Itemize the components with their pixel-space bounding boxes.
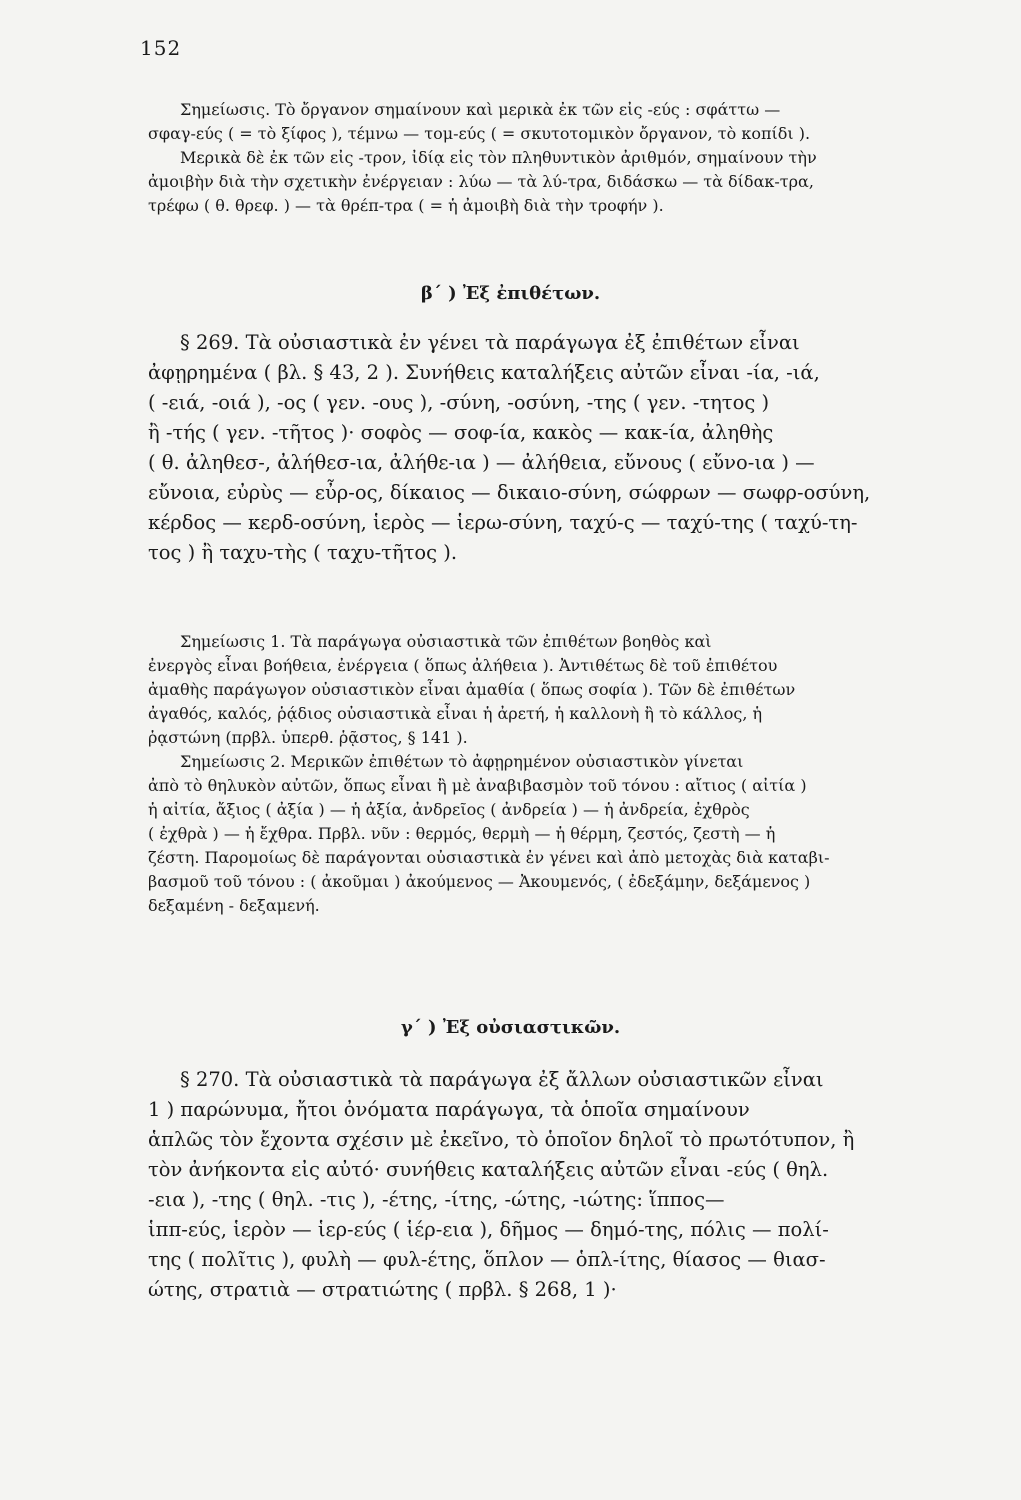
notes-269 [148,630,986,918]
text-line: σφαγ-εύς ( = τὸ ξίφος ), τέμνω — τομ-εύς ( = σκυτοτομικὸν ὄργανον, τὸ κοπίδι ). [148,124,811,143]
text-line: ἱππ-εύς, ἱερὸν — ἱερ-εύς ( ἱέρ-εια ), δῆμος — δημό-της, πόλις — πολί- [148,1218,829,1241]
text-line: Μερικὰ δὲ ἐκ τῶν εἰς -τρον, ἰδίᾳ εἰς τὸν πληθυντικὸν ἀριθμόν, σημαίνουν τὴν [180,148,817,167]
text-line: τὸν ἀνήκοντα εἰς αὐτό· συνήθεις καταλήξεις αὐτῶν εἶναι -εύς ( θηλ. [148,1158,829,1181]
text-line: ἁπλῶς τὸν ἔχοντα σχέσιν μὲ ἐκεῖνο, τὸ ὁποῖον δηλοῖ τὸ πρωτότυπον, ἢ [148,1128,855,1151]
text-line: ἐνεργὸς εἶναι βοήθεια, ἐνέργεια ( ὅπως ἀλήθεια ). Ἀντιθέτως δὲ τοῦ ἐπιθέτου [148,656,778,675]
text-line: § 269. Τὰ οὐσιαστικὰ ἐν γένει τὰ παράγωγα ἐξ ἐπιθέτων εἶναι [180,331,800,354]
page-number: 152 [140,36,182,60]
text-line: ( θ. ἀληθεσ-, ἀλήθεσ-ια, ἀλήθε-ια ) — ἀλήθεια, εὔνους ( εὔνο-ια ) — [148,451,815,474]
note-derivatives-instrument [148,98,986,218]
section-269 [148,328,986,568]
text-line: § 270. Τὰ οὐσιαστικὰ τὰ παράγωγα ἐξ ἄλλων οὐσιαστικῶν εἶναι [180,1068,824,1091]
text-line: βασμοῦ τοῦ τόνου : ( ἀκοῦμαι ) ἀκούμενος — Ἀκουμενός, ( ἐδεξάμην, δεξάμενος ) [148,872,811,891]
text-line: τρέφω ( θ. θρεφ. ) — τὰ θρέπ-τρα ( = ἡ ἀμοιβὴ διὰ τὴν τροφήν ). [148,196,664,215]
text-line: ἀμοιβὴν διὰ τὴν σχετικὴν ἐνέργειαν : λύω — τὰ λύ-τρα, διδάσκω — τὰ δίδακ-τρα, [148,172,814,191]
text-line: ἀφῃρημένα ( βλ. § 43, 2 ). Συνήθεις καταλήξεις αὐτῶν εἶναι -ία, -ιά, [148,361,820,384]
text-line: 1 ) παρώνυμα, ἤτοι ὀνόματα παράγωγα, τὰ ὁποῖα σημαίνουν [148,1098,750,1121]
text-line: ἢ -τής ( γεν. -τῆτος )· σοφὸς — σοφ-ία, κακὸς — κακ-ία, ἀληθὴς [148,421,774,444]
text-line: ἀμαθὴς παράγωγον οὐσιαστικὸν εἶναι ἀμαθία ( ὅπως σοφία ). Τῶν δὲ ἐπιθέτων [148,680,796,699]
text-line: τος ) ἢ ταχυ-τὴς ( ταχυ-τῆτος ). [148,541,458,564]
text-line: εὔνοια, εὐρὺς — εὖρ-ος, δίκαιος — δικαιο-σύνη, σώφρων — σωφρ-οσύνη, [148,481,871,504]
text-line: ώτης, στρατιὰ — στρατιώτης ( πρβλ. § 268, 1 )· [148,1278,617,1301]
text-line: Σημείωσις. Τὸ ὄργανον σημαίνουν καὶ μερικὰ ἐκ τῶν εἰς -εύς : σφάττω — [180,100,781,119]
text-line: -εια ), -της ( θηλ. -τις ), -έτης, -ίτης, -ώτης, -ιώτης: ἵππος— [148,1188,725,1211]
section-270 [148,1065,986,1305]
text-line: κέρδος — κερδ-οσύνη, ἱερὸς — ἱερω-σύνη, ταχύ-ς — ταχύ-της ( ταχύ-τη- [148,511,858,534]
text-line: ζέστη. Παρομοίως δὲ παράγονται οὐσιαστικὰ ἐν γένει καὶ ἀπὸ μετοχὰς διὰ καταβι- [148,848,830,867]
subheading-from-nouns: γ΄ ) Ἐξ οὐσιαστικῶν. [400,1017,621,1038]
text-line: ῥᾳστώνη (πρβλ. ὑπερθ. ῥᾷστος, § 141 ). [148,728,468,747]
text-line: Σημείωσις 2. Μερικῶν ἐπιθέτων τὸ ἀφῃρημένον οὐσιαστικὸν γίνεται [180,752,744,771]
text-line: ( ἐχθρὰ ) — ἡ ἔχθρα. Πρβλ. νῦν : θερμός, θερμὴ — ἡ θέρμη, ζεστός, ζεστὴ — ἡ [148,824,776,843]
text-line: ( -ειά, -οιά ), -ος ( γεν. -ους ), -σύνη, -οσύνη, -της ( γεν. -τητος ) [148,391,770,414]
text-line: Σημείωσις 1. Τὰ παράγωγα οὐσιαστικὰ τῶν ἐπιθέτων βοηθὸς καὶ [180,632,712,651]
text-line: ἡ αἰτία, ἄξιος ( ἀξία ) — ἡ ἀξία, ἀνδρεῖος ( ἀνδρεία ) — ἡ ἀνδρεία, ἐχθρὸς [148,800,750,819]
text-line: της ( πολῖτις ), φυλὴ — φυλ-έτης, ὅπλον — ὁπλ-ίτης, θίασος — θιασ- [148,1248,826,1271]
text-line: ἀπὸ τὸ θηλυκὸν αὐτῶν, ὅπως εἶναι ἢ μὲ ἀναβιβασμὸν τοῦ τόνου : αἴτιος ( αἰτία ) [148,776,807,795]
subheading-from-adjectives: β΄ ) Ἐξ ἐπιθέτων. [420,283,601,304]
text-line: δεξαμένη - δεξαμενή. [148,896,320,915]
text-line: ἀγαθός, καλός, ῥᾴδιος οὐσιαστικὰ εἶναι ἡ ἀρετή, ἡ καλλονὴ ἢ τὸ κάλλος, ἡ [148,704,763,723]
